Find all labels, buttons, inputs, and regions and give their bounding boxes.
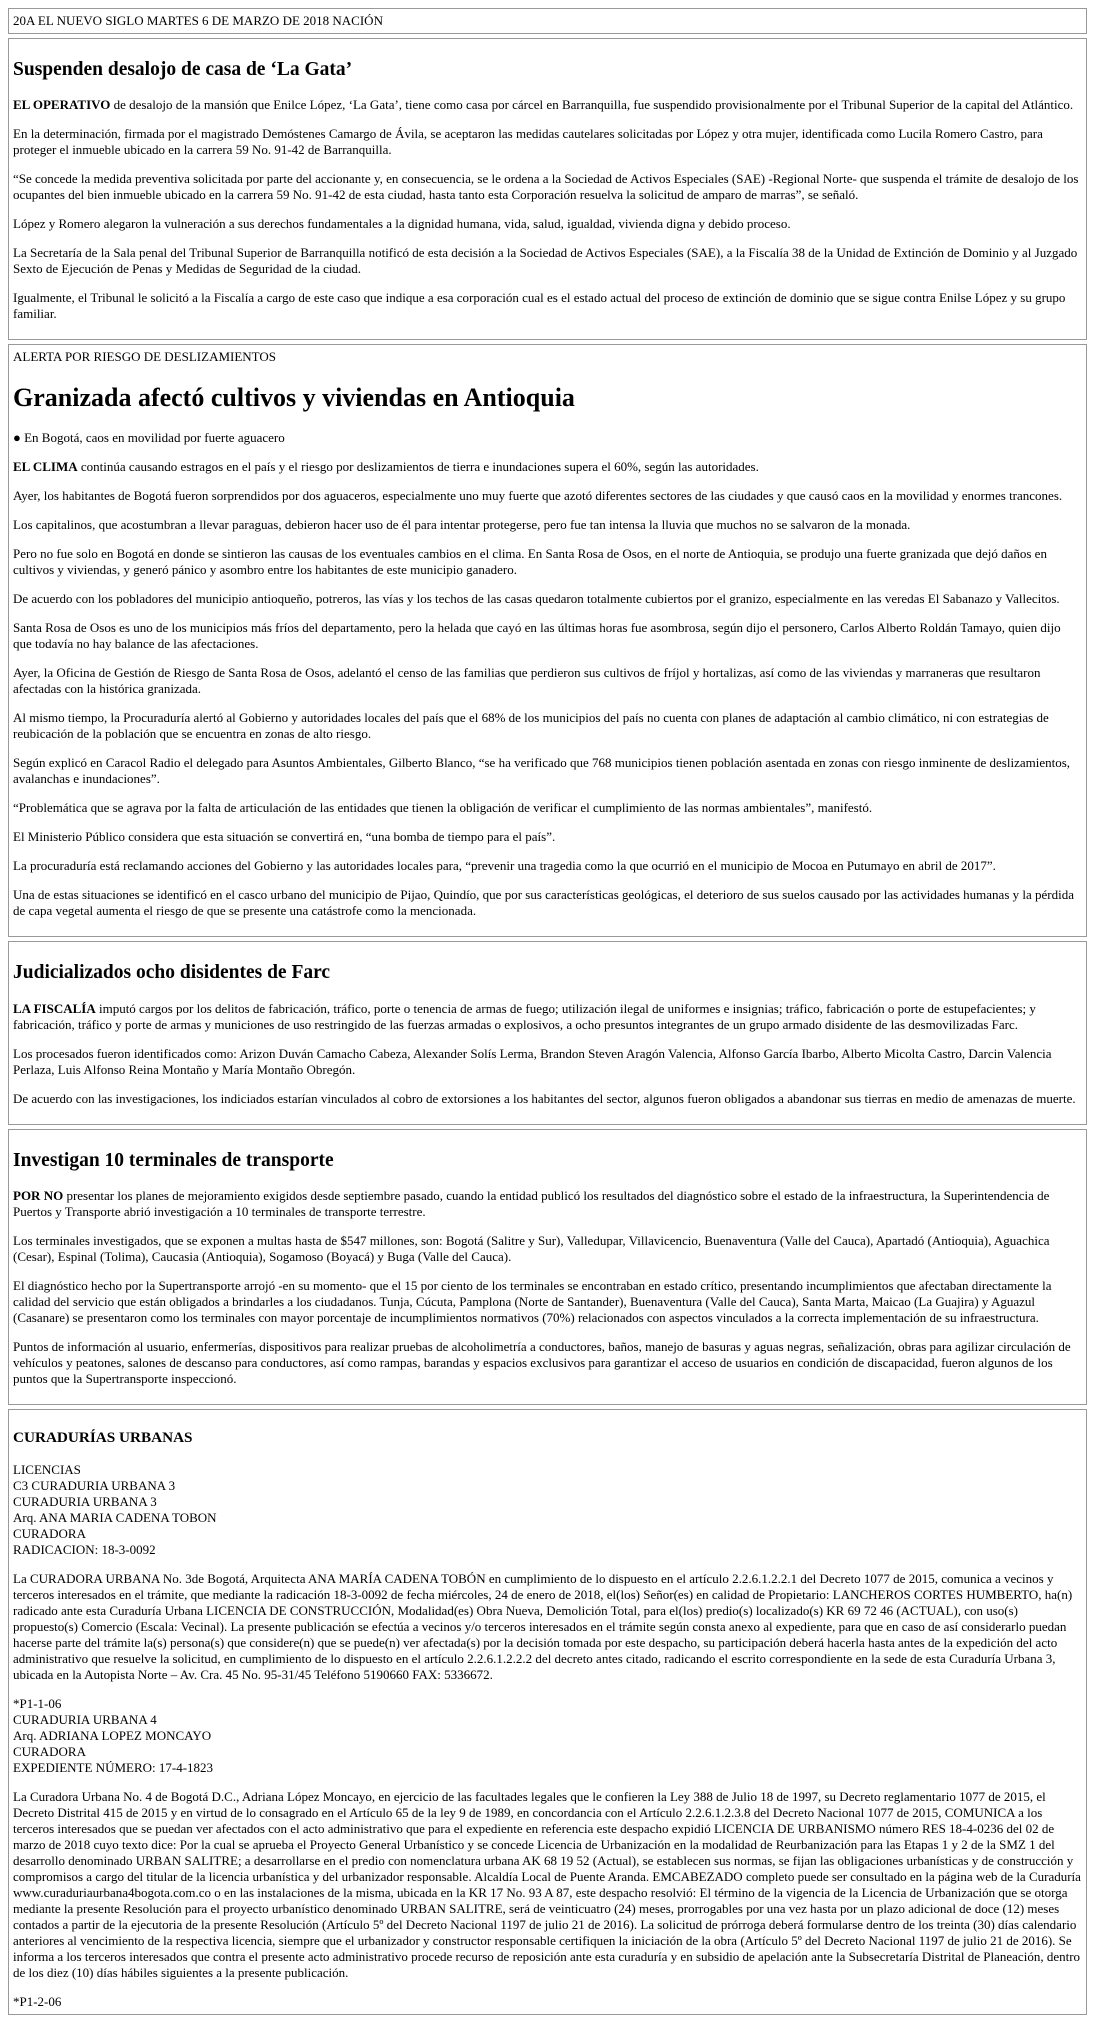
farc-paragraph <box>13 1001 1082 1033</box>
notice1-header-line: CURADORA <box>13 1526 86 1542</box>
right-paragraph: El diagnóstico hecho por la Supertransporte arrojó -en su momento- que el 15 por ciento de los terminales se encontraban en estado crítico, presentando incumplimientos que afectaban directamente la calidad del servicio que están obligados a brindarles a los ciudadanos. Tunja, Cúcuta, Pamplona (Norte de Santander), Buenaventura (Valle del Cauca), Santa Marta, Maicao (La Guajira) y Aguazul (Casanare) se presentaron como los terminales con mayor porcentaje de incumplimientos normativos (70%) relacionados con aspectos vinculados a la correcta implementación de su infraestructura. <box>13 1277 1052 1325</box>
left-paragraph: López y Romero alegaron la vulneración a sus derechos fundamentales a la dignidad humana, vida, salud, igualdad, vivienda digna y debido proceso. <box>13 216 791 232</box>
page-header <box>8 8 1087 34</box>
notice1-header-line: RADICACION: 18-3-0092 <box>13 1542 156 1558</box>
main-article <box>8 344 1087 937</box>
farc-article <box>8 941 1087 1124</box>
notice1-code: *P1-1-06 <box>13 1696 62 1712</box>
notice1-header <box>13 1494 1082 1558</box>
left-paragraph: “Se concede la medida preventiva solicitada por parte del accionante y, en consecuencia, se le ordena a la Sociedad de Activos Especiales (SAE) -Regional Norte- que suspenda el trámite de desalojo de los ocupantes del bien inmueble ubicado en la carrera 59 No. 91-42 de esta ciudad, hasta tanto esta Corporación resuelva la solicitud de amparo de marras”, se señaló. <box>13 171 1079 203</box>
left-paragraph <box>13 97 1082 113</box>
main-paragraph: Según explicó en Caracol Radio el delegado para Asuntos Ambientales, Gilberto Blanco, “se ha verificado que 768 municipios tienen población asentada en zonas con riesgo inminente de deslizamientos, avalanchas e inundaciones”. <box>13 755 1071 787</box>
notice1-header-line: CURADURIA URBANA 3 <box>13 1494 157 1510</box>
left-lead: EL OPERATIVO <box>13 97 111 113</box>
main-paragraph: Santa Rosa de Osos es uno de los municipios más fríos del departamento, pero la helada que cayó en las últimas horas fue asombrosa, según dijo el personero, Carlos Alberto Roldán Tamayo, quien dijo que todavía no hay balance de las afectaciones. <box>13 620 1061 652</box>
bullet-icon: ● <box>13 430 21 446</box>
page-number: 20A <box>13 13 35 28</box>
farc-paragraph: De acuerdo con las investigaciones, los indiciados estarían vinculados al cobro de extorsiones a los habitantes del sector, algunos fueron obligados a abandonar sus tierras en medio de amenazas de muerte. <box>13 1090 1076 1106</box>
logo-line1: CURADURIA <box>31 1478 108 1494</box>
farc-paragraph-text: imputó cargos por los delitos de fabricación, tráfico, porte o tenencia de armas de fuego; utilización ilegal de uniformes e insignias; tráfico, fabricación o porte de estupefacientes; y fabricación, tráfico y porte de armas y municiones de uso restringido de las fuerzas armadas o explosivos, a ocho presuntos integrantes de un grupo armado disidente de las desmovilizadas Farc. <box>13 1000 1036 1032</box>
right-paragraph: Los terminales investigados, que se exponen a multas hasta de $547 millones, son: Bogotá (Salitre y Sur), Valledupar, Villavicencio, Buenaventura (Valle del Cauca), Apartadó (Antioquia), Aguachica (Cesar), Espinal (Tolima), Caucasia (Antioquia), Sogamoso (Boyacá) y Buga (Valle del Cauca). <box>13 1232 1050 1264</box>
notice2-code: *P1-2-06 <box>13 1994 62 2010</box>
farc-lead: LA FISCALÍA <box>13 1000 96 1016</box>
main-subhead-text: En Bogotá, caos en movilidad por fuerte aguacero <box>24 430 285 446</box>
right-lead: POR NO <box>13 1187 64 1203</box>
main-paragraph: Pero no fue solo en Bogotá en donde se sintieron las causas de los eventuales cambios en el clima. En Santa Rosa de Osos, en el norte de Antioquia, se produjo una fuerte granizada que dejó daños en cultivos y viviendas, y generó pánico y asombro entre los habitantes de este municipio ganadero. <box>13 546 1047 578</box>
left-headline: Suspenden desalojo de casa de ‘La Gata’ <box>13 59 353 81</box>
farc-paragraph: Los procesados fueron identificados como: Arizon Duván Camacho Cabeza, Alexander Solís Lerma, Brandon Steven Aragón Valencia, Alfonso García Ibarbo, Alberto Micolta Castro, Darcin Valencia Perlaza, Luis Alfonso Reina Montaño y María Montaño Obregón. <box>13 1045 1052 1077</box>
main-paragraph: “Problemática que se agrava por la falta de articulación de las entidades que tienen la obligación de verificar el cumplimiento de las normas ambientales”, manifestó. <box>13 800 873 816</box>
notice2-header <box>13 1712 1082 1776</box>
left-paragraph: La Secretaría de la Sala penal del Tribunal Superior de Barranquilla notificó de esta decisión a la Sociedad de Activos Especiales (SAE), a la Fiscalía 38 de la Unidad de Extinción de Dominio y al Juzgado Sexto de Ejecución de Penas y Medidas de Seguridad de la ciudad. <box>13 245 1078 277</box>
main-paragraph: Una de estas situaciones se identificó en el casco urbano del municipio de Pijao, Quindío, que por sus características geológicas, el deterioro de sus suelos causado por las actividades humanas y la pérdida de capa vegetal aumenta el riesgo de que se presente una catástrofe como la mencionada. <box>13 887 1074 919</box>
publication-date: MARTES 6 DE MARZO DE 2018 <box>146 13 330 28</box>
main-headline: Granizada afectó cultivos y viviendas en Antioquia <box>13 382 575 412</box>
logo-line2: URBANA 3 <box>111 1478 176 1494</box>
notice2-body: La Curadora Urbana No. 4 de Bogotá D.C., Adriana López Moncayo, en ejercicio de las facultades legales que le confieren la Ley 388 de Julio 18 de 1997, su Decreto reglamentario 1077 de 2015, el Decreto Distrital 415 de 2015 y en virtud de lo consagrado en el Artículo 65 de la ley 9 de 1989, en concordancia con el Artículo 2.2.6.1.2.3.8 del Decreto Nacional 1077 de 2015, COMUNICA a los terceros interesados que se puedan ver afectados con el acto administrativo que para el expediente en referencia este despacho expidió LICENCIA DE URBANISMO número RES 18-4-0236 del 02 de marzo de 2018 cuyo texto dice: Por la cual se aprueba el Proyecto General Urbanístico y se concede Licencia de Urbanización en la modalidad de Reurbanización para las Etapas 1 y 2 de la SMZ 1 del desarrollo denominado URBAN SALITRE; a desarrollarse en el predio con nomenclatura urbana AK 68 19 52 (Actual), se establecen sus normas, se fijan las obligaciones urbanísticas y de construcción y compromisos a cargo del titular de la licencia urbanística y del urbanizador responsable. Alcaldía Local de Puente Aranda. EMCABEZADO completo puede ser consultado en la página web de la Curaduría www.curaduriaurbana4bogota.com.co o en las instalaciones de la misma, ubicada en la KR 17 No. 93 A 87, este despacho resolvió: El término de la vigencia de la Licencia de Urbanización que se otorga mediante la presente Resolución para el proyecto urbanístico denominado URBAN SALITRE, será de veinticuatro (24) meses, prorrogables por una vez hasta por un plazo adicional de doce (12) meses contados a partir de la ejecutoria de la presente Resolución (Artículo 5º del Decreto Nacional 1197 de julio 21 de 2016). La solicitud de prórroga deberá formularse dentro de los treinta (30) días calendario anteriores al vencimiento de la respectiva licencia, siempre que el urbanizador y constructor responsable certifiquen la iniciación de la obra (Artículo 5º del Decreto Nacional 1197 de julio 21 de 2016). Se informa a los terceros interesados que contra el presente acto administrativo procede recurso de reposición ante esta curaduría y en subsidio de apelación ante la Subsecretaría Distrital de Planeación, dentro de los diez (10) días hábiles siguientes a la presente publicación. <box>13 1789 1081 1981</box>
curadurias-section <box>8 1409 1087 2015</box>
main-paragraph: Ayer, la Oficina de Gestión de Riesgo de Santa Rosa de Osos, adelantó el censo de las familias que perdieron sus cultivos de fríjol y hortalizas, así como de las viviendas y marraneras que resultaron afectadas con la histórica granizada. <box>13 665 1041 697</box>
main-kicker: ALERTA POR RIESGO DE DESLIZAMIENTOS <box>13 349 276 365</box>
main-paragraph: Al mismo tiempo, la Procuraduría alertó al Gobierno y autoridades locales del país que el 68% de los municipios del país no cuenta con planes de adaptación al cambio climático, ni con estrategias de reubicación de la población que se encuentra en zonas de alto riesgo. <box>13 710 1049 742</box>
left-paragraph-text: de desalojo de la mansión que Enilce López, ‘La Gata’, tiene como casa por cárcel en Barranquilla, fue suspendido provisionalmente por el Tribunal Superior de la capital del Atlántico. <box>113 97 1074 113</box>
curadurias-title: CURADURÍAS URBANAS <box>13 1429 193 1447</box>
main-paragraph <box>13 459 1082 475</box>
right-paragraph: Puntos de información al usuario, enfermerías, dispositivos para realizar pruebas de alcoholimetría a conductores, baños, manejo de basuras y aguas negras, señalización, obras para agilizar circulación de vehículos y peatones, salones de descanso para conductores, así como rampas, barandas y espacios exclusivos para garantizar el acceso de usuarios en condición de discapacidad, fueron algunos de los puntos que la Supertransporte inspeccionó. <box>13 1338 1071 1386</box>
main-paragraph: La procuraduría está reclamando acciones del Gobierno y las autoridades locales para, “prevenir una tragedia como la que ocurrió en el municipio de Mocoa en Putumayo en abril de 2017”. <box>13 858 996 874</box>
main-paragraph: De acuerdo con los pobladores del municipio antioqueño, potreros, las vías y los techos de las casas quedaron totalmente cubiertos por el granizo, especialmente en las veredas El Sabanazo y Vallecitos. <box>13 591 1060 607</box>
publication-name: EL NUEVO SIGLO <box>37 13 144 28</box>
notice2-header-line: EXPEDIENTE NÚMERO: 17-4-1823 <box>13 1760 214 1776</box>
right-headline: Investigan 10 terminales de transporte <box>13 1149 334 1171</box>
notice1-body: La CURADORA URBANA No. 3de Bogotá, Arquitecta ANA MARÍA CADENA TOBÓN en cumplimiento de lo dispuesto en el artículo 2.2.6.1.2.2.1 del Decreto 1077 de 2015, comunica a vecinos y terceros interesados en el trámite, que mediante la radicación 18-3-0092 de fecha miércoles, 24 de enero de 2018, el(los) Señor(es) en calidad de Propietario: LANCHEROS CORTES HUMBERTO, ha(n) radicado ante esta Curaduría Urbana LICENCIA DE CONSTRUCCIÓN, Modalidad(es) Obra Nueva, Demolición Total, para el(los) predio(s) localizado(s) KR 69 72 46 (ACTUAL), con uso(s) propuesto(s) Comercio (Escala: Vecinal). La presente publicación se efectúa a vecinos y/o terceros interesados en el trámite según consta anexo al expediente, para que en caso de así considerarlo puedan hacerse parte del trámite la(s) persona(s) que considere(n) que se puede(n) ver afectada(s) por la decisión tomada por este despacho, su participación deberá hacerla hasta antes de la expedición del acto administrativo que resuelve la solicitud, en cumplimiento de lo dispuesto en el artículo 2.2.6.1.2.2.2 del decreto antes citado, radicando el escrito correspondiente en la sede de esta Curaduría Urbana 3, ubicada en la Autopista Norte – Av. Cra. 45 No. 95-31/45 Teléfono 5190660 FAX: 5336672. <box>13 1571 1073 1683</box>
left-article <box>8 38 1087 340</box>
section-name: NACIÓN <box>332 13 383 28</box>
right-paragraph-text: presentar los planes de mejoramiento exigidos desde septiembre pasado, cuando la entidad publicó los resultados del diagnóstico sobre el estado de la infraestructura, la Superintendencia de Puertos y Transporte abrió investigación a 10 terminales de transporte terrestre. <box>13 1187 1050 1219</box>
c3-logo-mark: C3 <box>13 1478 29 1494</box>
notice2-header-line: CURADORA <box>13 1744 86 1760</box>
notice2-header-line: CURADURIA URBANA 4 <box>13 1712 157 1728</box>
main-paragraph-text: continúa causando estragos en el país y el riesgo por deslizamientos de tierra e inundaciones supera el 60%, según las autoridades. <box>80 459 759 475</box>
main-paragraph: El Ministerio Público considera que esta situación se convertirá en, “una bomba de tiempo para el país”. <box>13 829 556 845</box>
farc-headline: Judicializados ocho disidentes de Farc <box>13 962 331 984</box>
notice2-header-line: Arq. ADRIANA LOPEZ MONCAYO <box>13 1728 212 1744</box>
main-paragraph: Ayer, los habitantes de Bogotá fueron sorprendidos por dos aguaceros, especialmente uno muy fuerte que azotó diferentes sectores de las ciudades y que causó caos en la movilidad y enormes trancones. <box>13 488 1063 504</box>
main-paragraph: Los capitalinos, que acostumbran a llevar paraguas, debieron hacer uso de él para intentar protegerse, pero fue tan intensa la lluvia que muchos no se salvaron de la monada. <box>13 517 911 533</box>
left-paragraph: Igualmente, el Tribunal le solicitó a la Fiscalía a cargo de este caso que indique a esa corporación cual es el estado actual del proceso de extinción de dominio que se sigue contra Enilse López y su grupo familiar. <box>13 290 1066 322</box>
main-lead: EL CLIMA <box>13 459 78 475</box>
right-article <box>8 1129 1087 1405</box>
curaduria-logo <box>13 1478 1082 1494</box>
licencias-banner: LICENCIAS <box>13 1462 81 1478</box>
left-paragraph: En la determinación, firmada por el magistrado Demóstenes Camargo de Ávila, se aceptaron las medidas cautelares solicitadas por López y otra mujer, identificada como Lucila Romero Castro, para proteger el inmueble ubicado en la carrera 59 No. 91-42 de Barranquilla. <box>13 126 1043 158</box>
right-paragraph <box>13 1188 1082 1220</box>
main-subhead <box>13 430 1082 446</box>
notice1-header-line: Arq. ANA MARIA CADENA TOBON <box>13 1510 217 1526</box>
